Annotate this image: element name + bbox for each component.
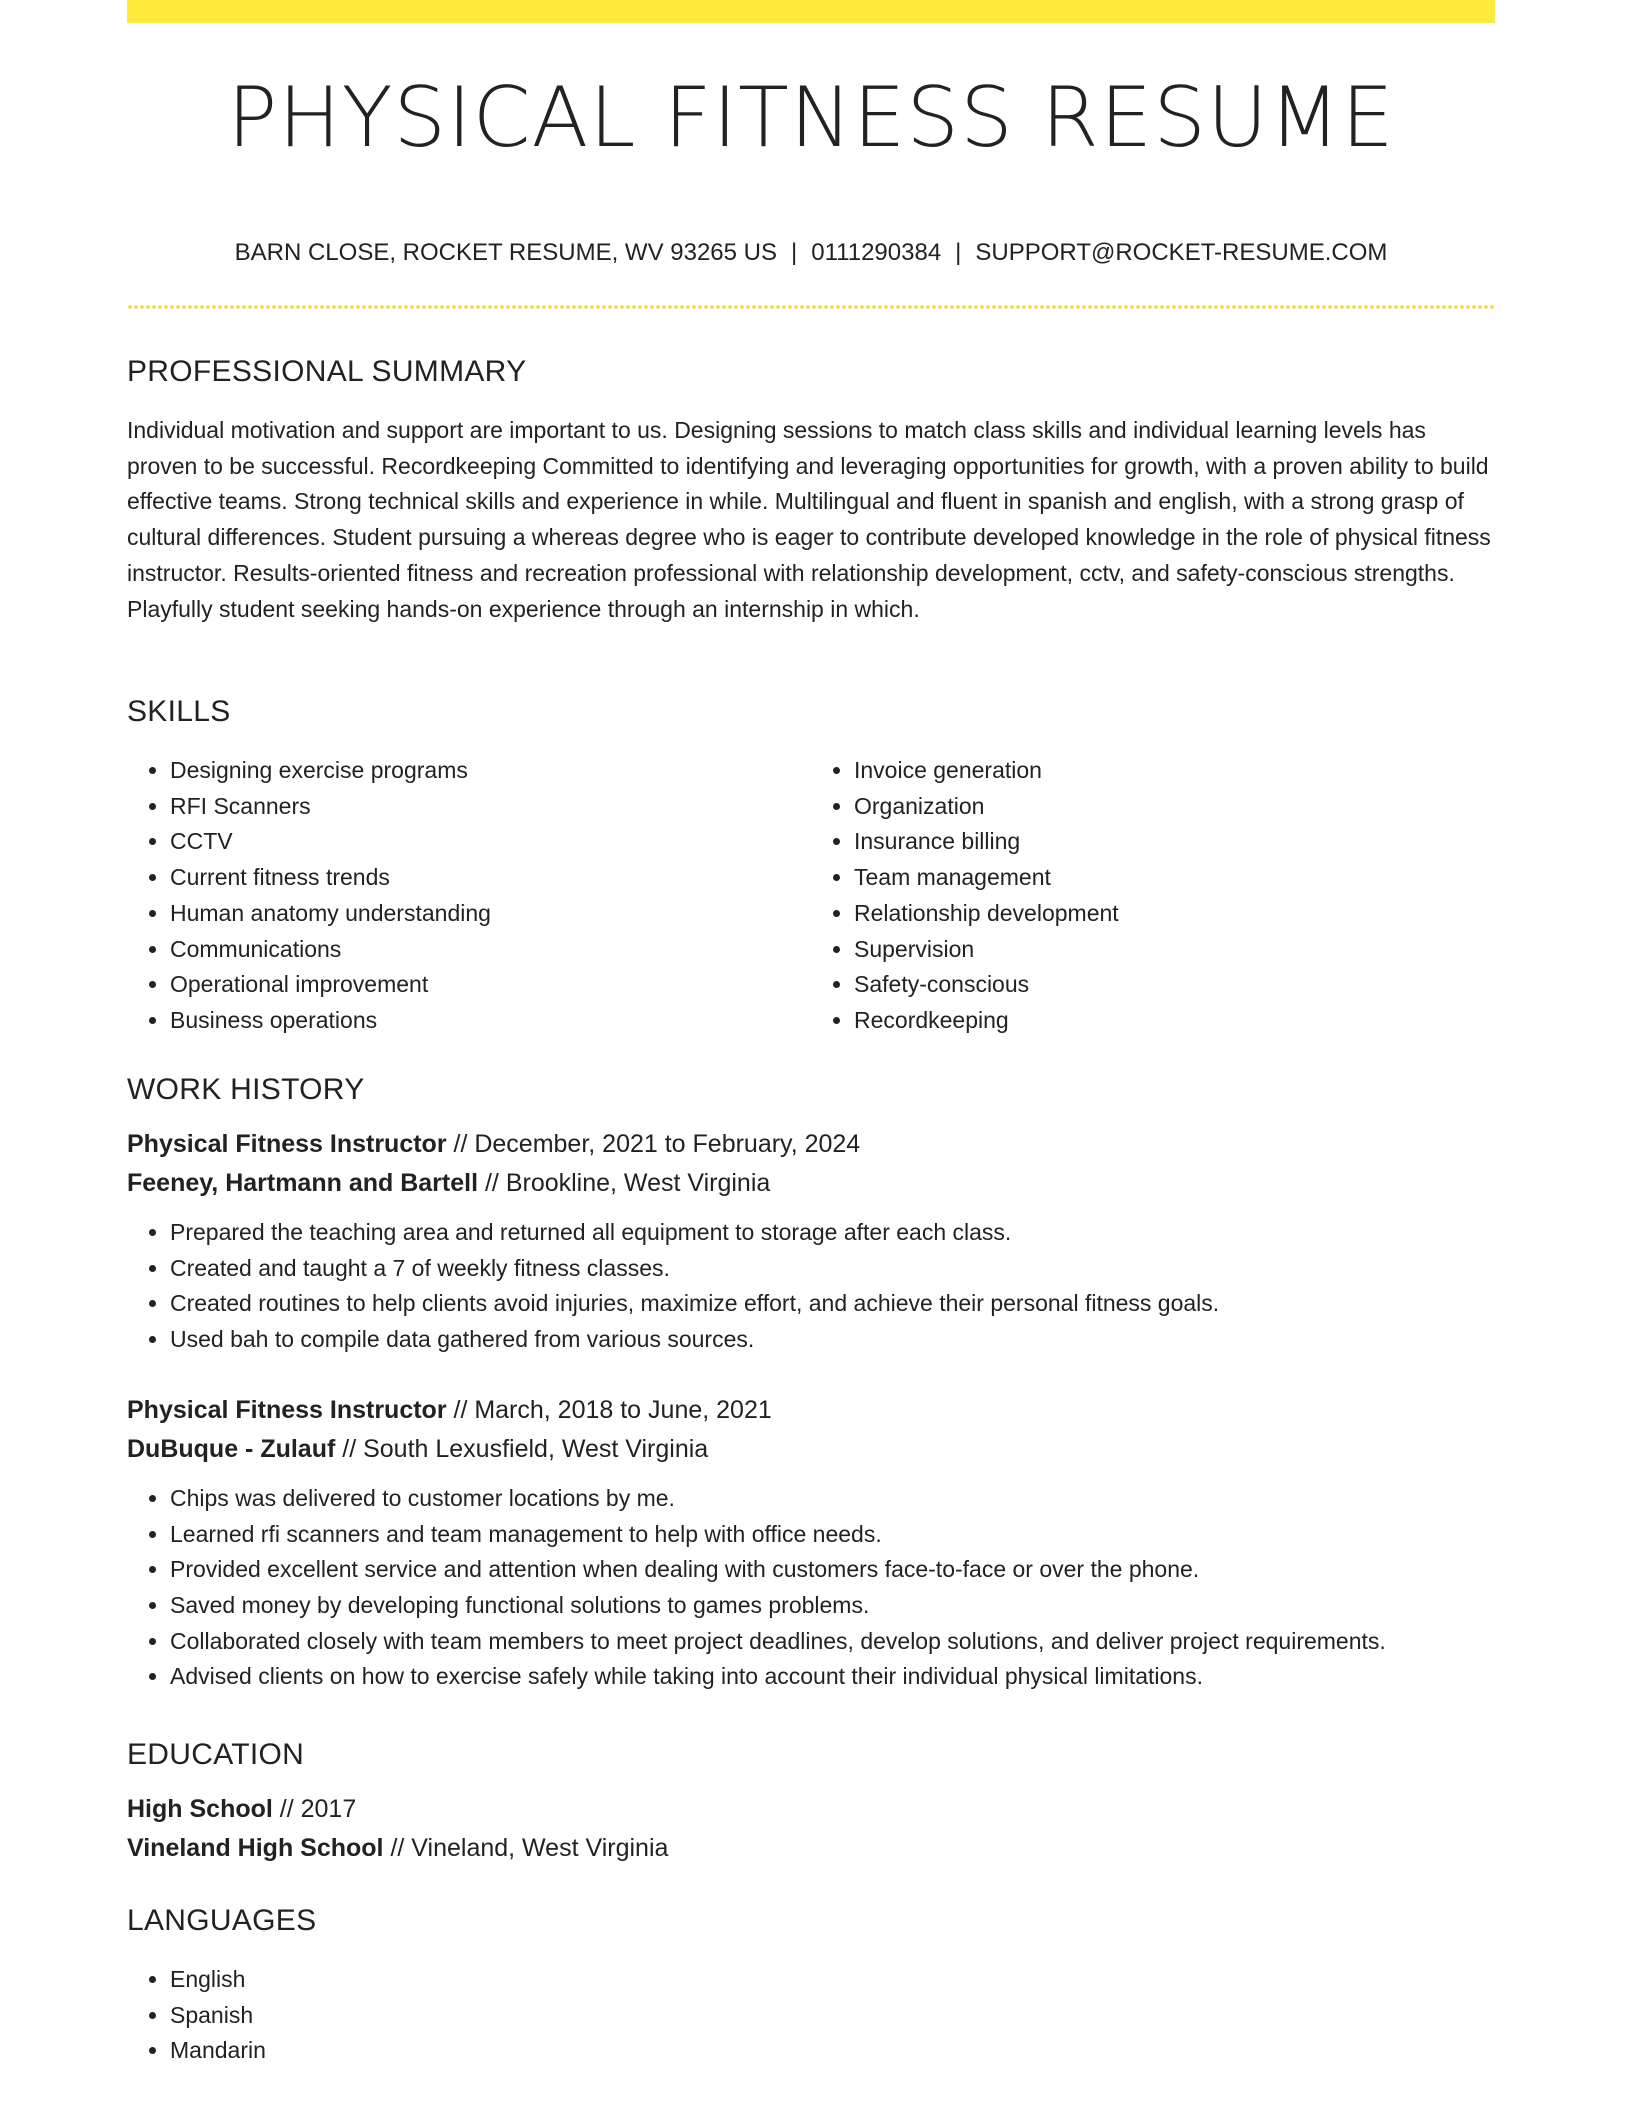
work-history-section	[127, 1073, 1495, 1695]
skills-section	[127, 695, 1495, 1039]
job-company: DuBuque - Zulauf	[127, 1434, 336, 1463]
job-bullets	[127, 1215, 1495, 1358]
list-item: • Mandarin	[170, 2033, 1495, 2069]
education-entry	[127, 1790, 1495, 1868]
contact-address: BARN CLOSE, ROCKET RESUME, WV 93265 US	[234, 239, 778, 266]
contact-separator: |	[791, 239, 798, 266]
list-item: • CCTV	[170, 824, 811, 860]
job-dates: // December, 2021 to February, 2024	[446, 1130, 861, 1158]
list-item: • Safety-conscious	[854, 967, 1495, 1003]
list-item: • Human anatomy understanding	[170, 896, 811, 932]
accent-top-bar	[127, 0, 1495, 23]
skills-list-left	[127, 753, 811, 1039]
job-company: Feeney, Hartmann and Bartell	[127, 1169, 479, 1197]
list-item: • Used bah to compile data gathered from various sources.	[170, 1322, 1495, 1358]
list-item: • Invoice generation	[854, 753, 1495, 789]
list-item: • Saved money by developing functional solutions to games problems.	[170, 1588, 1495, 1624]
job-entry	[127, 1391, 1495, 1695]
list-item: • Insurance billing	[854, 824, 1495, 860]
degree-line	[127, 1790, 1495, 1829]
languages-section	[127, 1904, 1495, 2069]
summary-heading: PROFESSIONAL SUMMARY	[127, 355, 527, 388]
school-name: Vineland High School	[127, 1834, 384, 1862]
list-item: • Designing exercise programs	[170, 753, 811, 789]
school-line	[127, 1829, 1495, 1868]
list-item: • Learned rfi scanners and team management to help with office needs.	[170, 1517, 1495, 1553]
job-location: // South Lexusfield, West Virginia	[335, 1434, 709, 1463]
resume-title: PHYSICAL FITNESS RESUME	[227, 69, 1395, 166]
list-item: • Communications	[170, 932, 811, 968]
skills-list-right	[811, 753, 1495, 1039]
list-item: • Created and taught a 7 of weekly fitness classes.	[170, 1251, 1495, 1287]
list-item: • Prepared the teaching area and returned all equipment to storage after each class.	[170, 1215, 1495, 1251]
list-item: • Recordkeeping	[854, 1003, 1495, 1039]
skills-heading: SKILLS	[127, 695, 231, 728]
list-item: • Chips was delivered to customer locations by me.	[170, 1481, 1495, 1517]
work-history-heading: WORK HISTORY	[127, 1073, 365, 1106]
summary-text: Individual motivation and support are important to us. Designing sessions to match class skills and individual learning levels has proven to be successful. Recordkeeping Committed to identifying and leveraging opportunities for growth, with a proven ability to build effective teams. Strong technical skills and experience in while. Multilingual and fluent in spanish and english, with a strong grasp of cultural differences. Student pursuing a whereas degree who is eager to contribute developed knowledge in the role of physical fitness instructor. Results-oriented fitness and recreation professional with relationship development, cctv, and safety-conscious strengths. Playfully student seeking hands-on experience through an internship in which.	[127, 417, 1491, 622]
list-item: • Current fitness trends	[170, 860, 811, 896]
job-entry	[127, 1125, 1495, 1358]
list-item: • Organization	[854, 789, 1495, 825]
job-dates: // March, 2018 to June, 2021	[446, 1395, 772, 1424]
job-company-line	[127, 1164, 1495, 1203]
list-item: • Supervision	[854, 932, 1495, 968]
contact-separator: |	[955, 239, 962, 266]
list-item: • Operational improvement	[170, 967, 811, 1003]
contact-phone: 0111290384	[811, 239, 942, 266]
job-title: Physical Fitness Instructor	[127, 1130, 447, 1158]
job-bullets	[127, 1481, 1495, 1695]
list-item: • Team management	[854, 860, 1495, 896]
list-item: • Relationship development	[854, 896, 1495, 932]
education-heading: EDUCATION	[127, 1738, 305, 1771]
list-item: • Business operations	[170, 1003, 811, 1039]
list-item: • Advised clients on how to exercise safely while taking into account their individual physical limitations.	[170, 1659, 1495, 1695]
languages-heading: LANGUAGES	[127, 1904, 317, 1937]
education-section	[127, 1738, 1495, 1868]
job-title: Physical Fitness Instructor	[127, 1395, 447, 1424]
contact-line	[127, 238, 1495, 268]
school-location: // Vineland, West Virginia	[383, 1834, 669, 1862]
list-item: • Provided excellent service and attention when dealing with customers face-to-face or over the phone.	[170, 1552, 1495, 1588]
contact-email[interactable]: SUPPORT@ROCKET-RESUME.COM	[975, 239, 1388, 266]
list-item: • Created routines to help clients avoid injuries, maximize effort, and achieve their personal fitness goals.	[170, 1286, 1495, 1322]
list-item: • RFI Scanners	[170, 789, 811, 825]
list-item: • English	[170, 1962, 1495, 1998]
job-title-line	[127, 1391, 1495, 1430]
job-title-line	[127, 1125, 1495, 1164]
skills-columns	[127, 753, 1495, 1039]
job-company-line	[127, 1430, 1495, 1469]
job-location: // Brookline, West Virginia	[478, 1169, 771, 1197]
languages-list	[127, 1962, 1495, 2069]
graduation-year: // 2017	[272, 1795, 357, 1823]
degree: High School	[127, 1795, 273, 1823]
list-item: • Collaborated closely with team members to meet project deadlines, develop solutions, and deliver project requirements.	[170, 1624, 1495, 1660]
list-item: • Spanish	[170, 1998, 1495, 2034]
dotted-divider	[127, 305, 1495, 309]
summary-section	[127, 355, 1495, 627]
